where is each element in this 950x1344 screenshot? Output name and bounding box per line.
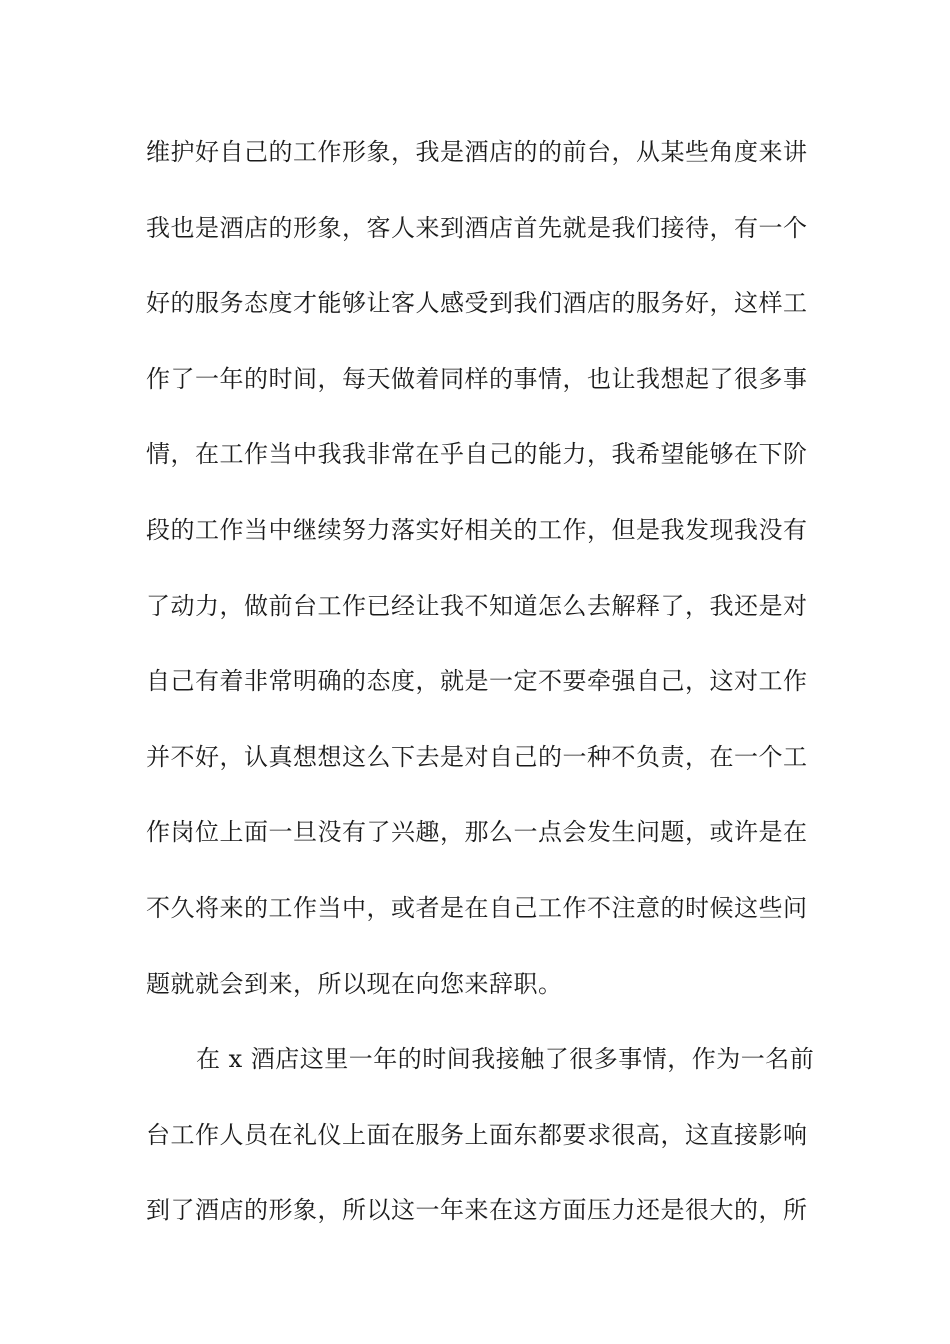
text-line: 并不好，认真想想这么下去是对自己的一种不负责，在一个工 [146,742,808,771]
text-line: 段的工作当中继续努力落实好相关的工作，但是我发现我没有 [146,515,808,544]
text-line: 了动力，做前台工作已经让我不知道怎么去解释了，我还是对 [146,591,808,620]
text-line: 题就就会到来，所以现在向您来辞职。 [146,969,563,998]
text-line: 台工作人员在礼仪上面在服务上面东都要求很高，这直接影响 [146,1120,808,1149]
text-line: 作了一年的时间，每天做着同样的事情，也让我想起了很多事 [146,364,808,393]
text-line: 到了酒店的形象，所以这一年来在这方面压力还是很大的，所 [146,1196,808,1225]
text-line: 自己有着非常明确的态度，就是一定不要牵强自己，这对工作 [146,667,808,696]
text-line: 情，在工作当中我我非常在乎自己的能力，我希望能够在下阶 [146,440,808,469]
text-line: 好的服务态度才能够让客人感受到我们酒店的服务好，这样工 [146,289,808,318]
text-line: 不久将来的工作当中，或者是在自己工作不注意的时候这些问 [146,893,808,922]
text-line: 维护好自己的工作形象，我是酒店的的前台，从某些角度来讲 [146,138,808,166]
text-line: 作岗位上面一旦没有了兴趣，那么一点会发生问题，或许是在 [146,818,808,847]
text-line: 我也是酒店的形象，客人来到酒店首先就是我们接待，有一个 [146,213,808,242]
paragraph-start-line: 在 x 酒店这里一年的时间我接触了很多事情，作为一名前 [196,1045,815,1074]
body-text [146,128,815,1262]
